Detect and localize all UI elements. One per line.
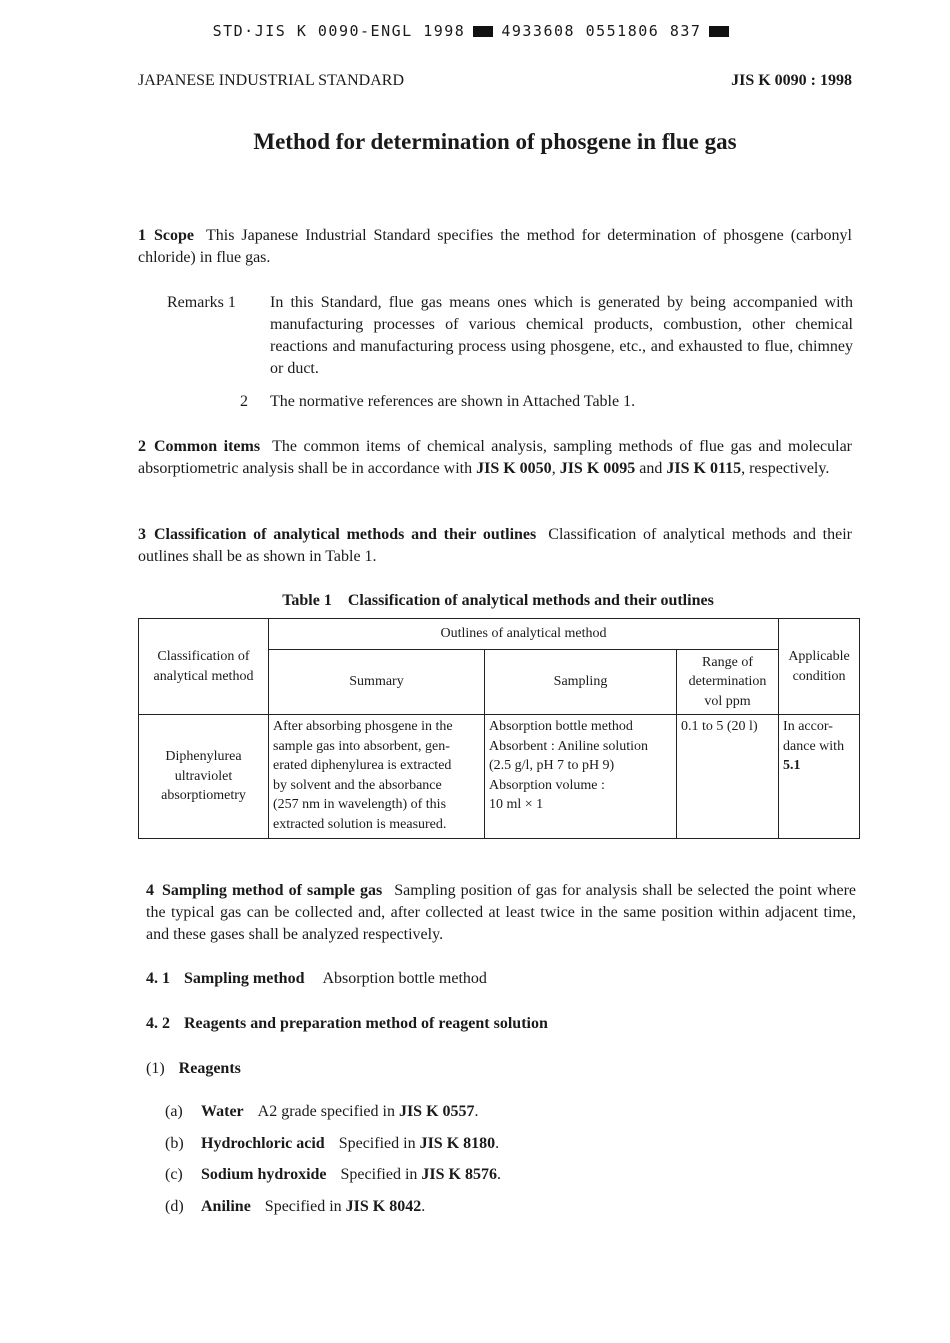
remark-label: Remarks 1 <box>167 294 236 311</box>
reagent-name: Aniline <box>201 1198 251 1215</box>
cell-classification <box>139 715 269 839</box>
remark-label: 2 <box>240 393 248 410</box>
cell-line: Absorbent : Aniline solution <box>489 738 649 754</box>
remark-1 <box>167 292 857 382</box>
header-standard-name: JAPANESE INDUSTRIAL STANDARD <box>138 72 404 89</box>
section-text: The common items of chemical analysis, sampling methods of flue gas and molecular absorptiometric analysis shall be in accordance with <box>138 438 852 477</box>
cell-line: (2.5 g/l, pH 7 to pH 9) <box>489 758 615 773</box>
subsection-text: Absorption bottle method <box>322 970 487 987</box>
header-applicable: Applicable condition <box>779 619 860 715</box>
section-text: This Japanese Industrial Standard specifies the method for determination of phosgene (carbonyl chloride) in flue gas. <box>138 227 852 266</box>
reagents-heading <box>146 1058 241 1080</box>
header-sampling: Sampling <box>485 650 677 715</box>
section-text: Sampling position of gas for analysis shall be selected the point where the typical gas can be collected and, after collected at least twice in the same position within adjacent time, and these gases shall be analyzed respectively. <box>146 882 856 943</box>
remark-text: In this Standard, flue gas means ones which is generated by being accompanied with manufacturing processes of various chemical products, combustion, other chemical reactions and manufacturing process using phosgene, etc., and exhausted to flue, chimney or duct. <box>270 294 853 377</box>
reagent-name: Hydrochloric acid <box>201 1135 325 1152</box>
table-caption-text: Classification of analytical methods and their outlines <box>347 592 714 609</box>
cell-line: sample gas into absorbent, gen- <box>273 738 450 754</box>
reagent-text: A2 grade specified in <box>257 1103 395 1120</box>
cell-line: by solvent and the absorbance <box>273 777 442 793</box>
section-2-common-items <box>138 436 852 480</box>
item-mark: (c) <box>165 1166 183 1183</box>
header-range-line: vol ppm <box>704 693 751 709</box>
item-end: . <box>421 1198 426 1215</box>
item-end: . <box>495 1135 500 1152</box>
cell-line: After absorbing phosgene in the <box>273 719 453 734</box>
remark-text: The normative references are shown in Attached Table 1. <box>270 393 636 410</box>
cell-line: In accor- <box>783 719 833 734</box>
cell-applicable <box>779 715 860 839</box>
separator: , <box>551 460 556 477</box>
list-item <box>165 1196 425 1218</box>
jis-reference: JIS K 0095 <box>559 460 636 477</box>
section-heading: Sampling method of sample gas <box>162 882 383 899</box>
cell-line: absorptiometry <box>161 788 246 804</box>
section-heading: Common items <box>154 438 261 455</box>
black-square-icon <box>473 26 493 37</box>
header-summary: Summary <box>269 650 485 715</box>
cell-line: extracted solution is measured. <box>273 816 447 832</box>
header-range-line: Range of <box>702 654 753 670</box>
cell-summary <box>269 715 485 839</box>
section-number: 1 <box>138 227 146 244</box>
section-1-scope <box>138 225 852 269</box>
subsection-number: 4. 1 <box>146 970 170 987</box>
item-mark: (a) <box>165 1103 183 1120</box>
reagent-name: Water <box>201 1103 244 1120</box>
header-classification: Classification of analytical method <box>139 619 269 715</box>
clause-reference: 5.1 <box>783 758 801 773</box>
cell-sampling <box>485 715 677 839</box>
document-code-line <box>0 20 950 42</box>
document-code-middle: 4933608 0551806 <box>501 22 660 40</box>
section-4-sampling <box>146 880 856 946</box>
item-end: . <box>496 1166 501 1183</box>
section-heading: Classification of analytical methods and their outlines <box>154 526 537 543</box>
reagent-text: Specified in <box>264 1198 342 1215</box>
subsection-4-2 <box>146 1013 548 1035</box>
jis-reference: JIS K 0557 <box>398 1103 475 1120</box>
table-number: Table 1 <box>282 592 332 609</box>
jis-reference: JIS K 8042 <box>345 1198 422 1215</box>
list-heading: Reagents <box>178 1060 241 1077</box>
cell-line: erated diphenylurea is extracted <box>273 758 452 773</box>
section-heading: Scope <box>154 227 194 244</box>
section-text: Classification of analytical methods and their outlines shall be as shown in Table 1. <box>138 526 852 565</box>
classification-table <box>138 618 860 839</box>
cell-line: Diphenylurea <box>165 749 242 765</box>
subsection-number: 4. 2 <box>146 1015 170 1032</box>
list-item <box>165 1133 499 1155</box>
section-text-end: , respectively. <box>741 460 830 477</box>
section-number: 2 <box>138 438 146 455</box>
item-mark: (b) <box>165 1135 184 1152</box>
subsection-heading: Sampling method <box>184 970 305 987</box>
cell-line: (257 nm in wavelength) of this <box>273 797 447 812</box>
header-range-line: determination <box>688 674 767 690</box>
cell-line: Absorption bottle method <box>489 719 633 734</box>
jis-reference: JIS K 8180 <box>419 1135 496 1152</box>
item-end: . <box>474 1103 479 1120</box>
document-code-left: STD·JIS K 0090-ENGL 1998 <box>212 22 466 40</box>
cell-range: 0.1 to 5 (20 l) <box>677 715 779 839</box>
subsection-heading: Reagents and preparation method of reagent solution <box>184 1015 548 1032</box>
black-square-icon <box>709 26 729 37</box>
cell-line: Absorption volume : <box>489 777 605 793</box>
section-3-classification <box>138 524 852 568</box>
cell-line: dance with <box>783 738 845 754</box>
section-number: 3 <box>138 526 146 543</box>
page-title: Method for determination of phosgene in flue gas <box>253 129 737 154</box>
reagent-text: Specified in <box>338 1135 416 1152</box>
header-outlines: Outlines of analytical method <box>269 619 779 650</box>
reagent-text: Specified in <box>340 1166 418 1183</box>
connector-text: and <box>639 460 663 477</box>
remark-2 <box>167 391 857 413</box>
list-item <box>165 1101 479 1123</box>
jis-reference: JIS K 0050 <box>476 460 552 477</box>
table-caption <box>0 590 950 612</box>
section-number: 4 <box>146 882 154 899</box>
cell-line: 10 ml × 1 <box>489 797 544 812</box>
document-code-right: 837 <box>669 22 702 40</box>
list-item <box>165 1164 501 1186</box>
item-mark: (d) <box>165 1198 184 1215</box>
list-number: (1) <box>146 1060 165 1077</box>
table-row <box>139 715 860 839</box>
reagent-name: Sodium hydroxide <box>201 1166 327 1183</box>
jis-reference: JIS K 8576 <box>421 1166 497 1183</box>
subsection-4-1 <box>146 968 487 990</box>
header-range <box>677 650 779 715</box>
cell-line: ultraviolet <box>174 768 233 784</box>
jis-reference: JIS K 0115 <box>666 460 742 477</box>
header-standard-number: JIS K 0090 : 1998 <box>731 72 852 89</box>
